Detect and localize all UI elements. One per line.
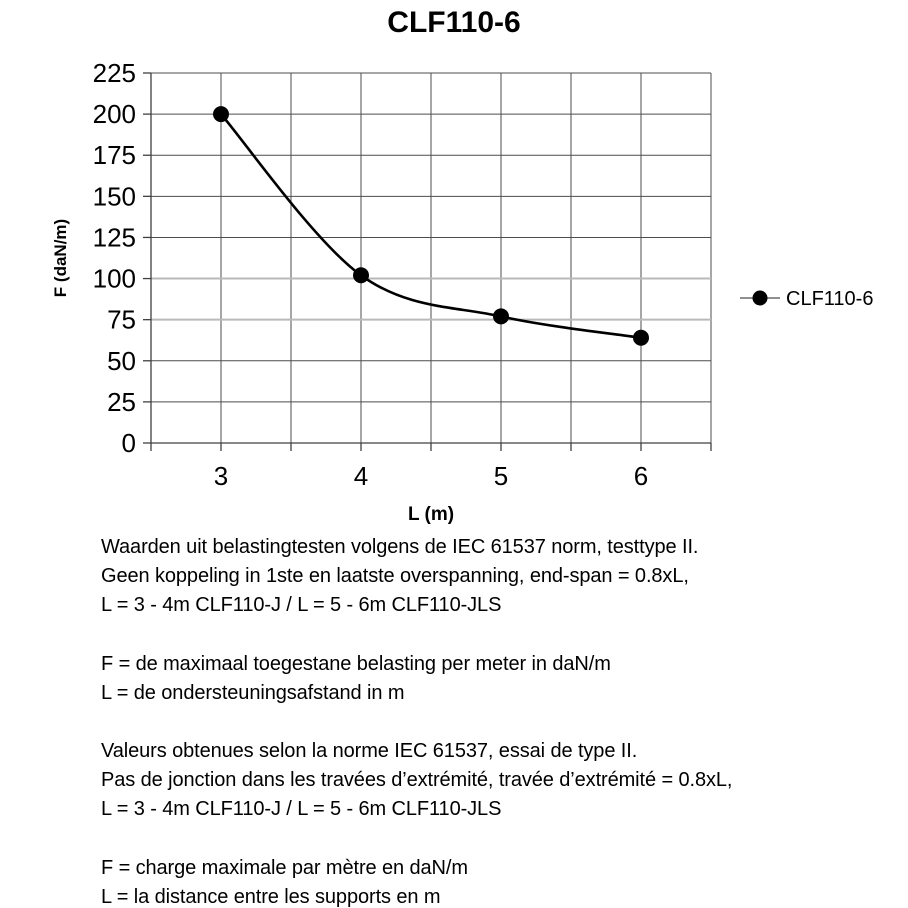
- x-axis-title: L (m): [407, 504, 455, 525]
- note-line: Pas de jonction dans les travées d’extrémité, travée d’extrémité = 0.8xL,: [101, 769, 733, 792]
- x-tick-label: 5: [493, 461, 509, 491]
- note-paragraph-dutch-definitions: [101, 650, 901, 708]
- y-tick-label: 50: [107, 345, 136, 376]
- note-line: L = 3 - 4m CLF110-J / L = 5 - 6m CLF110-JLS: [101, 594, 502, 617]
- data-point: [493, 308, 509, 324]
- x-tick-label: 3: [213, 461, 229, 491]
- note-line: Valeurs obtenues selon la norme IEC 61537, essai de type II.: [101, 740, 638, 763]
- note-line: Waarden uit belastingtesten volgens de IEC 61537 norm, testtype II.: [101, 536, 699, 558]
- note-line: L = de ondersteuningsafstand in m: [101, 681, 405, 704]
- y-axis-title: F (daN/m): [51, 218, 70, 298]
- data-point: [213, 106, 229, 122]
- data-point: [633, 330, 649, 346]
- note-paragraph-french: [101, 737, 901, 825]
- note-line: F = de maximaal toegestane belasting per meter in daN/m: [101, 652, 611, 675]
- note-line: L = la distance entre les supports en m: [101, 885, 441, 908]
- data-point: [353, 267, 369, 283]
- y-tick-label: 200: [92, 99, 136, 130]
- y-tick-label: 150: [92, 181, 136, 212]
- note-line: F = charge maximale par mètre en daN/m: [101, 856, 468, 879]
- legend-label: CLF110-6: [786, 288, 874, 310]
- y-tick-label: 75: [107, 304, 136, 335]
- y-tick-label: 175: [92, 140, 136, 171]
- y-tick-label: 125: [92, 222, 136, 253]
- chart-title: CLF110-6: [387, 6, 521, 39]
- x-tick-label: 6: [633, 461, 649, 491]
- notes-block: [101, 533, 901, 908]
- x-tick-label: 4: [353, 461, 369, 491]
- y-tick-label: 225: [92, 58, 136, 88]
- note-line: Geen koppeling in 1ste en laatste overspanning, end-span = 0.8xL,: [101, 565, 689, 588]
- legend-marker: [753, 291, 768, 306]
- y-tick-label: 25: [107, 386, 136, 417]
- note-paragraph-french-definitions: [101, 854, 901, 908]
- y-tick-label: 0: [121, 428, 136, 458]
- y-tick-label: 100: [92, 263, 136, 294]
- note-paragraph-dutch: [101, 533, 901, 621]
- note-line: L = 3 - 4m CLF110-J / L = 5 - 6m CLF110-JLS: [101, 798, 502, 821]
